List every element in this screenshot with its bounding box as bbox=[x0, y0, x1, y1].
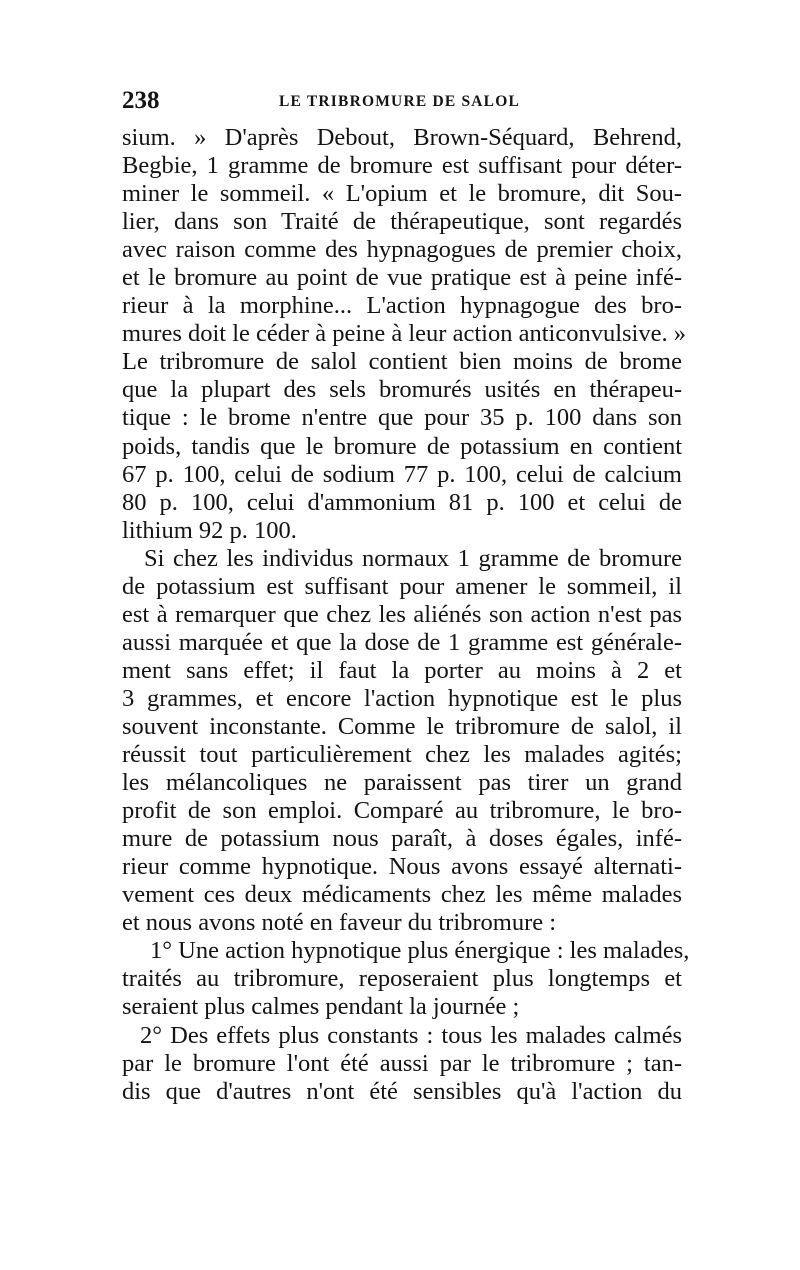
text-line: rieur à la morphine... L'action hypnagogue des bro- bbox=[122, 292, 682, 320]
text-line: tique : le brome n'entre que pour 35 p. 100 dans son bbox=[122, 404, 682, 432]
text-line: par le bromure l'ont été aussi par le tribromure ; tan- bbox=[122, 1049, 682, 1077]
body-text bbox=[122, 124, 690, 1106]
text-line: 3 grammes, et encore l'action hypnotique est le plus bbox=[122, 684, 682, 712]
text-line: avec raison comme des hypnagogues de premier choix, bbox=[122, 236, 682, 264]
text-line: vement ces deux médicaments chez les même malades bbox=[122, 881, 682, 909]
text-line: est à remarquer que chez les aliénés son action n'est pas bbox=[122, 600, 682, 628]
text-line: réussit tout particulièrement chez les malades agités; bbox=[122, 741, 682, 769]
text-line: lithium 92 p. 100. bbox=[122, 516, 297, 544]
text-line: dis que d'autres n'ont été sensibles qu'à l'action du bbox=[122, 1077, 682, 1105]
text-line: sium. » D'après Debout, Brown-Séquard, Behrend, bbox=[122, 124, 682, 151]
text-line: mures doit le céder à peine à leur action anticonvulsive. » bbox=[122, 320, 686, 348]
text-line: Begbie, 1 gramme de bromure est suffisant pour déter- bbox=[122, 152, 682, 180]
text-line: Le tribromure de salol contient bien moins de brome bbox=[122, 348, 682, 376]
text-line: 2° Des effets plus constants : tous les malades calmés bbox=[140, 1021, 682, 1049]
text-line: profit de son emploi. Comparé au tribromure, le bro- bbox=[122, 797, 682, 825]
text-line: lier, dans son Traité de thérapeutique, sont regardés bbox=[122, 208, 682, 236]
text-line: miner le sommeil. « L'opium et le bromure, dit Sou- bbox=[122, 180, 682, 208]
text-line: 67 p. 100, celui de sodium 77 p. 100, celui de calcium bbox=[122, 460, 682, 488]
text-line: poids, tandis que le bromure de potassium en contient bbox=[122, 432, 682, 460]
text-line: aussi marquée et que la dose de 1 gramme est générale- bbox=[122, 628, 682, 656]
text-line: les mélancoliques ne paraissent pas tirer un grand bbox=[122, 769, 682, 797]
text-line: rieur comme hypnotique. Nous avons essayé alternati- bbox=[122, 853, 682, 881]
text-line: que la plupart des sels bromurés usités en thérapeu- bbox=[122, 376, 682, 404]
running-title: LE TRIBROMURE DE SALOL bbox=[279, 93, 521, 110]
page-number: 238 bbox=[122, 87, 160, 114]
text-line: Si chez les individus normaux 1 gramme de bromure bbox=[144, 544, 682, 572]
text-line: de potassium est suffisant pour amener le sommeil, il bbox=[122, 572, 682, 600]
text-line: traités au tribromure, reposeraient plus longtemps et bbox=[122, 965, 682, 993]
text-line: souvent inconstante. Comme le tribromure de salol, il bbox=[122, 712, 682, 740]
text-line: 1° Une action hypnotique plus énergique : les malades, bbox=[150, 937, 690, 965]
text-line: mure de potassium nous paraît, à doses égales, infé- bbox=[122, 825, 682, 853]
text-line: et le bromure au point de vue pratique est à peine infé- bbox=[122, 264, 682, 292]
text-line: ment sans effet; il faut la porter au moins à 2 et bbox=[122, 656, 682, 684]
text-line: 80 p. 100, celui d'ammonium 81 p. 100 et celui de bbox=[122, 488, 682, 516]
running-head bbox=[122, 86, 682, 116]
text-line: seraient plus calmes pendant la journée ; bbox=[122, 993, 520, 1021]
text-line: et nous avons noté en faveur du tribromure : bbox=[122, 909, 557, 937]
